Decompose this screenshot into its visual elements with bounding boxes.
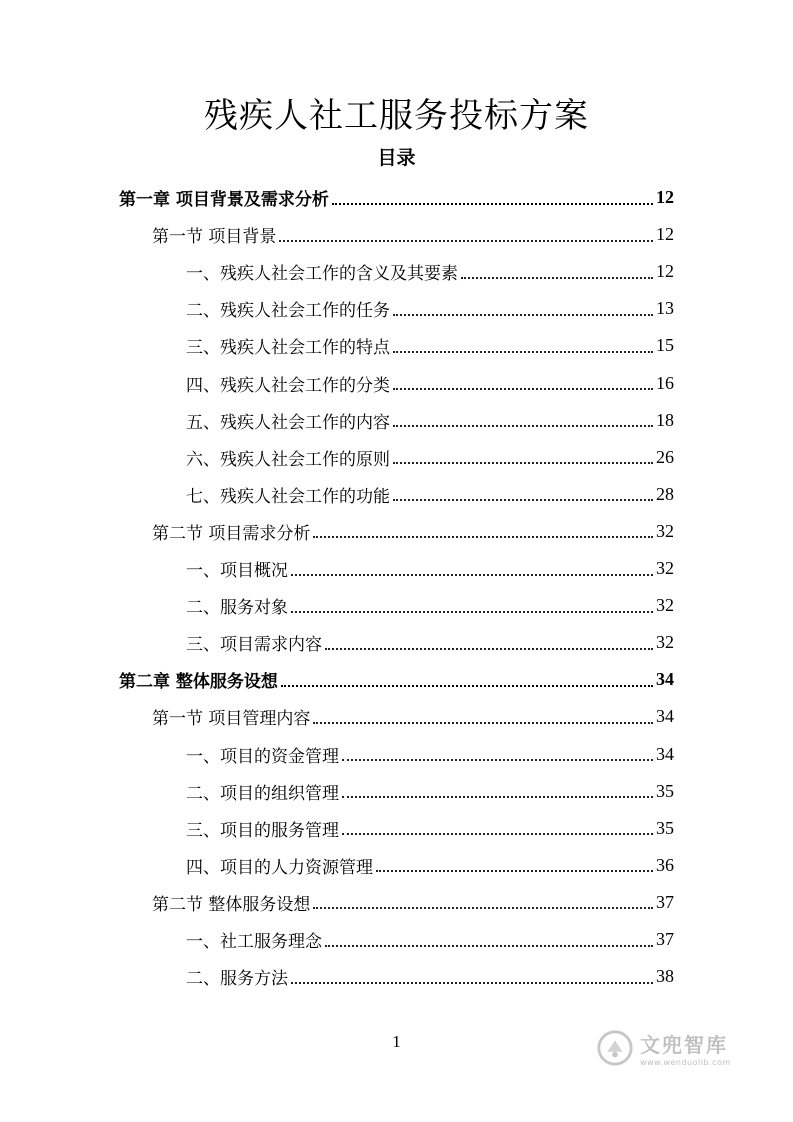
toc-entry-page: 28 <box>656 483 674 504</box>
toc-entry-page: 32 <box>656 558 674 578</box>
toc-dot-leader <box>332 203 653 205</box>
toc-entry-label: 三、残疾人社会工作的特点 <box>186 338 390 359</box>
toc-entry-label: 第二节 整体服务设想 <box>152 894 311 915</box>
toc-chapter-row[interactable] <box>119 661 674 698</box>
toc-entry-label: 二、项目的组织管理 <box>186 783 339 804</box>
toc-entry-label: 第二章 整体服务设想 <box>119 672 278 693</box>
toc-dot-leader <box>342 833 653 835</box>
toc-dot-leader <box>325 945 653 947</box>
toc-entry-page: 12 <box>656 187 674 207</box>
toc-dot-leader <box>393 388 653 390</box>
toc-entry-label: 第二节 项目需求分析 <box>152 523 311 544</box>
toc-entry-label: 四、残疾人社会工作的分类 <box>186 375 390 396</box>
toc-dot-leader <box>342 796 653 798</box>
toc-section-row[interactable] <box>152 698 674 735</box>
logo-icon <box>596 1029 634 1067</box>
toc-item-row[interactable] <box>186 476 674 513</box>
toc-dot-leader <box>313 536 653 538</box>
toc-item-row[interactable] <box>186 402 674 439</box>
toc-entry-label: 第一节 项目背景 <box>152 227 277 248</box>
toc-entry-label: 三、项目的服务管理 <box>186 820 339 841</box>
toc-entry-page: 16 <box>656 372 674 393</box>
toc-entry-page: 34 <box>656 706 674 727</box>
toc-dot-leader <box>281 685 653 687</box>
toc-item-row[interactable] <box>186 365 674 402</box>
toc-entry-label: 二、服务方法 <box>186 969 288 990</box>
toc-entry-page: 34 <box>656 743 674 764</box>
toc-section-row[interactable] <box>152 884 674 921</box>
toc-entry-label: 六、残疾人社会工作的原则 <box>186 449 390 470</box>
toc-entry-page: 34 <box>656 669 674 690</box>
toc-dot-leader <box>376 870 653 872</box>
toc-entry-page: 13 <box>656 298 674 319</box>
toc-item-row[interactable] <box>186 847 674 884</box>
toc-section-row[interactable] <box>152 513 674 550</box>
toc-entry-label: 二、服务对象 <box>186 598 288 619</box>
toc-dot-leader <box>291 982 653 984</box>
toc-entry-label: 二、残疾人社会工作的任务 <box>186 301 390 322</box>
toc-entry-page: 15 <box>656 335 674 356</box>
toc-entry-page: 32 <box>656 632 674 653</box>
toc-entry-label: 五、残疾人社会工作的内容 <box>186 412 390 433</box>
document-title: 残疾人社工服务投标方案 <box>204 96 589 136</box>
toc-entry-label: 四、项目的人力资源管理 <box>186 857 373 878</box>
toc-item-row[interactable] <box>186 587 674 624</box>
toc-entry-page: 26 <box>656 446 674 467</box>
toc-item-row[interactable] <box>186 253 674 290</box>
watermark <box>596 1022 756 1074</box>
toc-item-row[interactable] <box>186 773 674 810</box>
toc-entry-page: 38 <box>656 966 674 987</box>
toc-item-row[interactable] <box>186 439 674 476</box>
toc-item-row[interactable] <box>186 958 674 995</box>
toc-item-row[interactable] <box>186 810 674 847</box>
toc-entry-label: 七、残疾人社会工作的功能 <box>186 486 390 507</box>
page-number: 1 <box>392 1032 401 1051</box>
toc-entry-page: 18 <box>656 409 674 430</box>
toc-item-row[interactable] <box>186 921 674 958</box>
toc-entry-page: 32 <box>656 520 674 541</box>
toc-dot-leader <box>279 240 653 242</box>
toc-entry-label: 一、社工服务理念 <box>186 932 322 952</box>
toc-entry-page: 12 <box>656 224 674 245</box>
toc-entry-label: 第一章 项目背景及需求分析 <box>119 190 329 210</box>
toc-dot-leader <box>393 462 653 464</box>
toc-heading: 目录 <box>377 147 416 169</box>
toc-entry-page: 37 <box>656 929 674 949</box>
watermark-url: www.wenduolib.com <box>640 1058 731 1067</box>
toc-dot-leader <box>461 277 653 279</box>
toc-dot-leader <box>342 759 653 761</box>
toc-entry-page: 36 <box>656 854 674 875</box>
toc-dot-leader <box>393 314 653 316</box>
toc-item-row[interactable] <box>186 550 674 587</box>
toc-entry-label: 第一节 项目管理内容 <box>152 709 311 730</box>
toc-entry-label: 一、项目的资金管理 <box>186 746 339 767</box>
toc-entry-label: 三、项目需求内容 <box>186 635 322 656</box>
toc-dot-leader <box>291 574 653 576</box>
toc-item-row[interactable] <box>186 736 674 773</box>
toc-entry-page: 37 <box>656 891 674 912</box>
toc-entry-page: 32 <box>656 595 674 616</box>
watermark-name: 文兜智库 <box>640 1033 728 1057</box>
toc-dot-leader <box>393 425 653 427</box>
toc-item-row[interactable] <box>186 290 674 327</box>
toc-dot-leader <box>325 648 653 650</box>
toc-dot-leader <box>291 611 653 613</box>
toc-dot-leader <box>313 907 653 909</box>
toc-entry-label: 一、项目概况 <box>186 561 288 581</box>
toc-entry-page: 12 <box>656 261 674 282</box>
toc-item-row[interactable] <box>186 327 674 364</box>
toc-section-row[interactable] <box>152 216 674 253</box>
toc-entry-page: 35 <box>656 780 674 801</box>
toc-item-row[interactable] <box>186 624 674 661</box>
toc-dot-leader <box>393 351 653 353</box>
toc-dot-leader <box>313 722 653 724</box>
toc-chapter-row[interactable] <box>119 179 674 216</box>
toc-entry-label: 一、残疾人社会工作的含义及其要素 <box>186 264 458 285</box>
toc-entry-page: 35 <box>656 817 674 838</box>
toc-dot-leader <box>393 499 653 501</box>
